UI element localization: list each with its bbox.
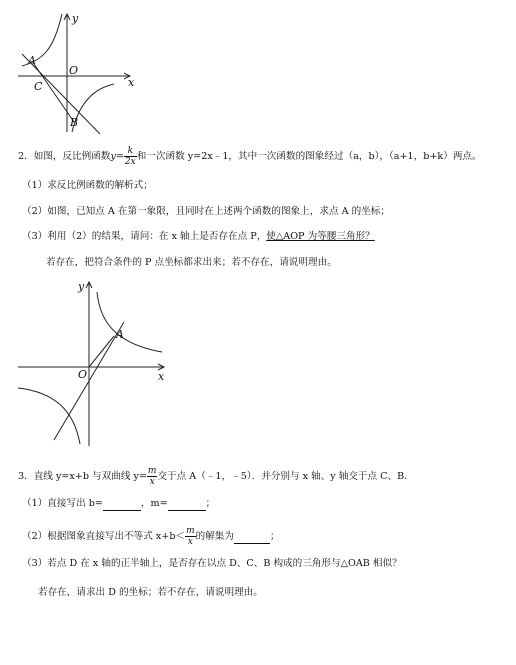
q3-part2-c: ； xyxy=(269,531,280,542)
q3-part2-a: （2）根据图象直接写出不等式 x+b＜ xyxy=(22,531,186,542)
figure2-label-o: O xyxy=(78,368,88,381)
q3-part2-frac-num: m xyxy=(186,526,195,536)
q3-frac-den: x xyxy=(149,477,155,487)
q3-part2-frac-den: x xyxy=(187,537,193,547)
answer-blank-solution-set[interactable] xyxy=(234,531,270,544)
q3-fraction xyxy=(147,466,158,487)
q3-stem-b: 交于点 A（﹣1，﹣5）．并分别与 x 轴、y 轴交于点 C、B． xyxy=(157,471,414,482)
figure1-label-a: A xyxy=(28,54,36,67)
q2-stem-y: y= xyxy=(110,151,124,162)
q3-part3-continued: 若存在，请求出 D 的坐标；若不存在，请说明理由。 xyxy=(38,587,263,598)
figure1-hyperbola-lower xyxy=(72,84,114,132)
figure2-label-a: A xyxy=(116,328,124,341)
q2-frac-num: k xyxy=(124,146,137,157)
q3-part1-c: ； xyxy=(205,498,216,509)
q2-part3 xyxy=(22,231,375,243)
q3-stem xyxy=(18,466,414,487)
q2-part2: （2）如图，已知点 A 在第一象限，且同时在上述两个函数的图象上，求点 A 的坐标； xyxy=(22,206,390,217)
q3-number: 3． xyxy=(18,471,34,482)
q2-stem-a: 如图，反比例函数 xyxy=(33,151,111,162)
answer-blank-m[interactable] xyxy=(168,498,206,511)
q3-part2-fraction xyxy=(185,526,196,547)
figure2-label-y: y xyxy=(78,280,85,293)
figure2-graph xyxy=(14,278,174,448)
q2-part3-continued: 若存在，把符合条件的 P 点坐标都求出来；若不存在，请说明理由。 xyxy=(46,257,337,268)
q2-part3-underlined: 使△AOP 为等腰三角形？ xyxy=(266,231,375,242)
q3-part1-b: ，m= xyxy=(140,498,168,509)
figure1-graph xyxy=(14,8,144,136)
q2-stem-b: 和一次函数 y=2x﹣1，其中一次函数的图象经过（a，b），（a+1，b+k）两点。 xyxy=(136,151,482,162)
q3-part2 xyxy=(22,526,280,547)
q2-frac-den: 2x xyxy=(124,157,136,167)
q2-fraction xyxy=(124,146,137,167)
figure2-hyperbola-lower xyxy=(18,388,80,444)
figure1-label-y: y xyxy=(72,12,79,25)
figure1-label-c: C xyxy=(34,80,43,93)
figure1-label-b: B xyxy=(70,116,79,129)
figure2-segment-oa xyxy=(89,336,114,367)
figure1-label-x: x xyxy=(128,76,135,89)
figure1-segment-ab xyxy=(34,64,74,122)
figure2-hyperbola-upper xyxy=(97,292,162,352)
figure2-label-x: x xyxy=(158,370,165,383)
q2-number: 2． xyxy=(18,151,34,162)
q2-stem xyxy=(18,146,482,167)
q3-frac-num: m xyxy=(147,466,157,476)
q2-part1: （1）求反比例函数的解析式； xyxy=(22,180,153,191)
answer-blank-b[interactable] xyxy=(103,498,141,511)
q3-part1-a: （1）直接写出 b= xyxy=(22,498,103,509)
q3-part1 xyxy=(22,498,215,511)
figure1-label-o: O xyxy=(69,64,79,77)
q2-part3-a: （3）利用（2）的结果，请问：在 x 轴上是否存在点 P， xyxy=(22,231,267,242)
q3-stem-a: 直线 y=x+b 与双曲线 y= xyxy=(33,471,147,482)
q3-part3: （3）若点 D 在 x 轴的正半轴上，是否存在以点 D、C、B 构成的三角形与△OAB 相似？ xyxy=(22,558,402,569)
q3-part2-b: 的解集为 xyxy=(195,531,234,542)
